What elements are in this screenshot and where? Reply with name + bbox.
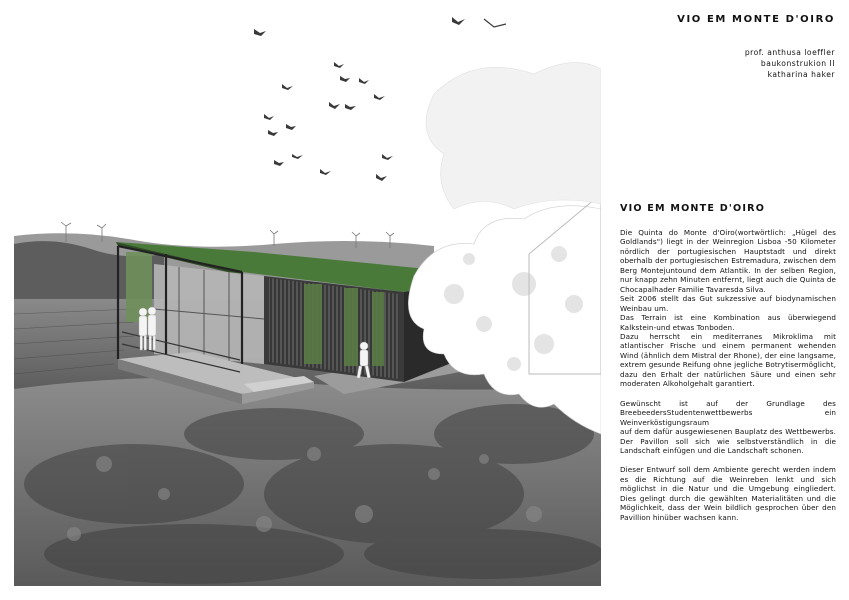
paragraph-text: Seit 2006 stellt das Gut sukzessive auf biodynamischen Weinbau um. — [620, 294, 836, 313]
paragraph-text: Das Terrain ist eine Kombination aus überwiegend Kalkstein-und etwas Tonboden. — [620, 313, 836, 332]
header-block — [605, 14, 835, 80]
paragraph-text: Dazu herrscht ein mediterranes Mikroklima mit atlantischer Frische und einem permanent wehenden Wind (ähnlich dem Mistral der Rhone), der eine langsame, extrem gesunde Reifung ohne jegliche Botrytisermöglicht, dazu den Erhalt der natürlichen Säure und einen sehr moderaten Alkoholgehalt garantiert. — [620, 331, 836, 389]
paragraph-brief — [620, 399, 836, 456]
paragraph-text: auf dem dafür ausgewiesenen Bauplatz des Wettbewerbs. Der Pavillon soll sich wie selbstverständlich in die Landschaft einfügen und die Landschaft schonen. — [620, 427, 836, 455]
paragraph-site — [620, 228, 836, 389]
pavilion-render — [14, 14, 601, 586]
project-title: VIO EM MONTE D'OIRO — [677, 14, 835, 25]
course-name: baukonstrukion II — [760, 59, 835, 68]
paragraph-text: Dieser Entwurf soll dem Ambiente gerecht werden indem es die Richtung auf die Weinreben lenkt und sich möglichst in die Natur und die Umgebung eingliedert. Dies gelingt durch die gewählten Materialitäten und die Möglichkeit, dass der Wein bildlich gesprochen über den Pavillion hinüber wachsen kann. — [620, 465, 836, 522]
author-name: katharina haker — [767, 70, 835, 79]
description-column — [620, 203, 836, 532]
paragraph-concept — [620, 465, 836, 522]
paragraph-text: Die Quinta do Monte d'Oiro(wortwörtlich: „Hügel des Goldlands") liegt in der Weinregion Lisboa -50 Kilometer nördlich der portugiesischen Hauptstadt und direkt oberhalb der portugiesischen Estremadura, zwischen dem Berg Montejuntound dem Atlantik. In der selben Region, nur knapp zehn Minuten entfernt, liegt auch die Quinta de Chocapalhader Familie Tavaresda Silva. — [620, 228, 836, 294]
professor-name: prof. anthusa loeffler — [744, 48, 835, 57]
description-heading: VIO EM MONTE D'OIRO — [620, 203, 766, 214]
paragraph-text: Gewünscht ist auf der Grundlage des BreebeedersStudentenwettbewerbs ein Weinverköstigungsraum — [620, 398, 836, 427]
